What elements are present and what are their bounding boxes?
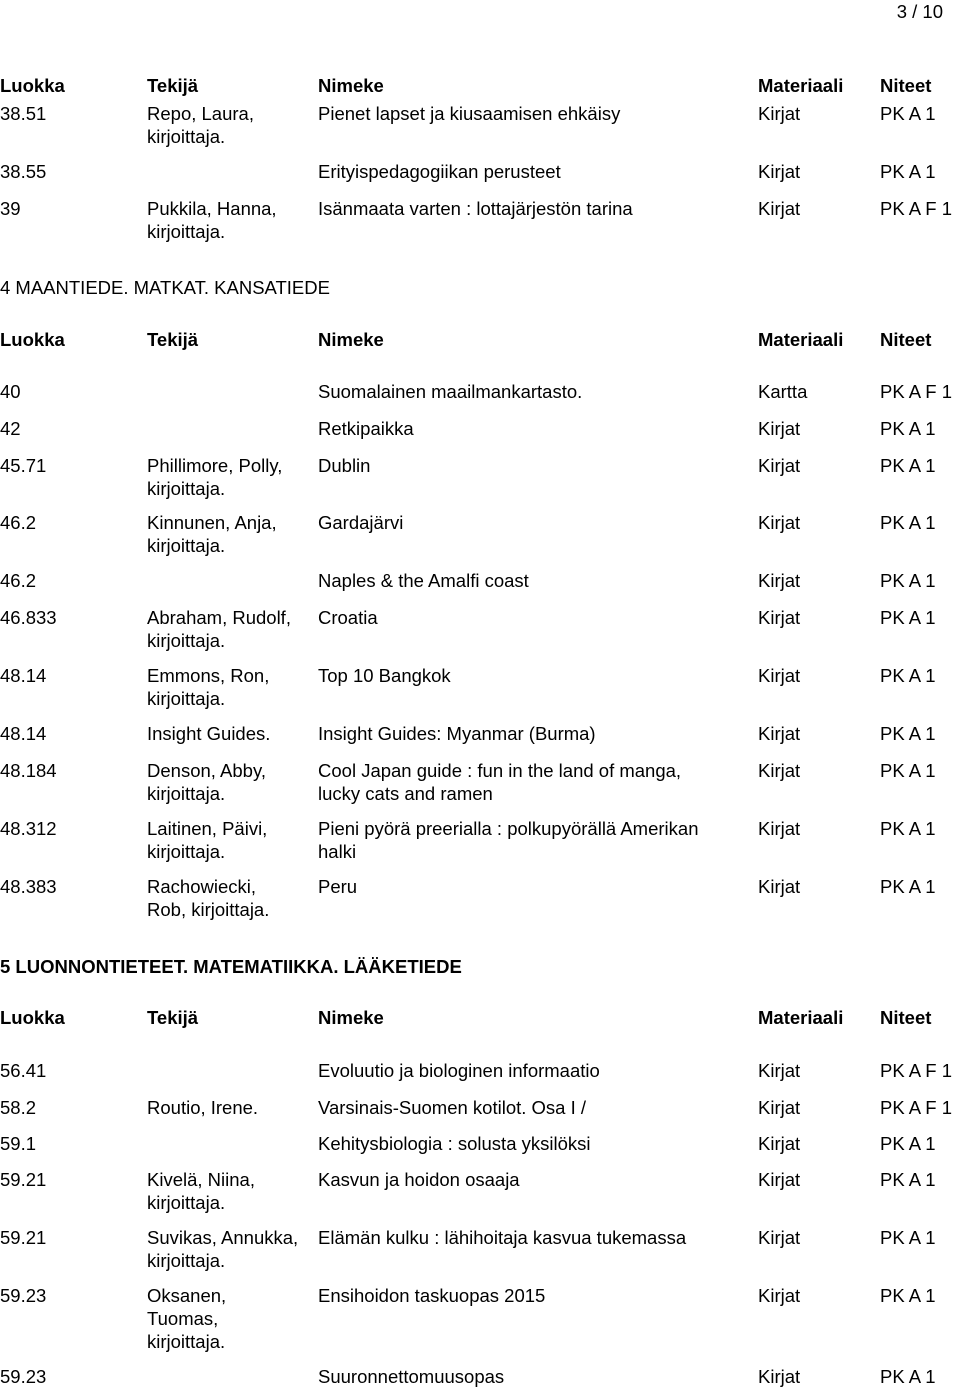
table-row-continuation xyxy=(0,534,960,557)
table-row xyxy=(0,1168,960,1191)
cell-nimeke: Kehitysbiologia : solusta yksilöksi xyxy=(318,1133,591,1154)
cell-niteet: PK A 1 xyxy=(880,665,936,686)
cell-luokka: 59.1 xyxy=(0,1133,37,1154)
cell-materiaali: Kirjat xyxy=(758,570,801,591)
cell-niteet: PK A 1 xyxy=(880,455,936,476)
cell-luokka: 46.2 xyxy=(0,570,37,591)
cell-tekija: Denson, Abby, xyxy=(147,760,266,781)
cell-materiaali: Kirjat xyxy=(758,512,801,533)
table-row xyxy=(0,454,960,477)
table-row-continuation xyxy=(0,629,960,652)
cell-niteet: PK A F 1 xyxy=(880,1097,952,1118)
cell-luokka: 45.71 xyxy=(0,455,47,476)
cell-tekija: kirjoittaja. xyxy=(147,1250,226,1271)
cell-luokka: 58.2 xyxy=(0,1097,37,1118)
cell-luokka: 38.51 xyxy=(0,103,47,124)
table-row-continuation xyxy=(0,687,960,710)
cell-tekija: Kivelä, Niina, xyxy=(147,1169,255,1190)
table-row-continuation xyxy=(0,1249,960,1272)
header-tekija: Tekijä xyxy=(147,329,199,350)
cell-materiaali: Kirjat xyxy=(758,1169,801,1190)
cell-luokka: 48.383 xyxy=(0,876,57,897)
cell-tekija: Emmons, Ron, xyxy=(147,665,270,686)
cell-materiaali: Kirjat xyxy=(758,1285,801,1306)
table-row-continuation xyxy=(0,1307,960,1330)
cell-luokka: 59.21 xyxy=(0,1227,47,1248)
table-row-continuation xyxy=(0,1330,960,1353)
cell-luokka: 59.23 xyxy=(0,1366,47,1387)
cell-niteet: PK A 1 xyxy=(880,760,936,781)
cell-niteet: PK A 1 xyxy=(880,1366,936,1387)
cell-tekija: kirjoittaja. xyxy=(147,535,226,556)
cell-tekija: kirjoittaja. xyxy=(147,688,226,709)
cell-luokka: 59.21 xyxy=(0,1169,47,1190)
cell-materiaali: Kartta xyxy=(758,381,808,402)
cell-tekija: Rob, kirjoittaja. xyxy=(147,899,270,920)
table-row xyxy=(0,1226,960,1249)
header-nimeke: Nimeke xyxy=(318,329,384,350)
cell-tekija: Laitinen, Päivi, xyxy=(147,818,268,839)
header-niteet: Niteet xyxy=(880,75,932,96)
header-luokka: Luokka xyxy=(0,75,65,96)
cell-materiaali: Kirjat xyxy=(758,198,801,219)
cell-niteet: PK A 1 xyxy=(880,607,936,628)
section-title: 4 MAANTIEDE. MATKAT. KANSATIEDE xyxy=(0,277,330,298)
cell-materiaali: Kirjat xyxy=(758,1227,801,1248)
table-row-continuation xyxy=(0,125,960,148)
cell-tekija: Repo, Laura, xyxy=(147,103,254,124)
cell-niteet: PK A 1 xyxy=(880,723,936,744)
cell-materiaali: Kirjat xyxy=(758,1060,801,1081)
cell-tekija: Kinnunen, Anja, xyxy=(147,512,277,533)
header-nimeke: Nimeke xyxy=(318,75,384,96)
cell-niteet: PK A 1 xyxy=(880,570,936,591)
cell-materiaali: Kirjat xyxy=(758,455,801,476)
cell-nimeke: Top 10 Bangkok xyxy=(318,665,451,686)
cell-luokka: 48.14 xyxy=(0,665,47,686)
cell-niteet: PK A 1 xyxy=(880,103,936,124)
cell-materiaali: Kirjat xyxy=(758,760,801,781)
cell-niteet: PK A 1 xyxy=(880,876,936,897)
cell-materiaali: Kirjat xyxy=(758,1097,801,1118)
cell-luokka: 42 xyxy=(0,418,21,439)
page-number: 3 / 10 xyxy=(896,1,943,22)
cell-materiaali: Kirjat xyxy=(758,103,801,124)
header-luokka: Luokka xyxy=(0,1007,65,1028)
cell-tekija: kirjoittaja. xyxy=(147,478,226,499)
cell-nimeke: Suomalainen maailmankartasto. xyxy=(318,381,583,402)
cell-materiaali: Kirjat xyxy=(758,1133,801,1154)
table-row xyxy=(0,380,960,403)
table-row xyxy=(0,1132,960,1155)
table-row xyxy=(0,817,960,840)
cell-tekija: kirjoittaja. xyxy=(147,630,226,651)
cell-nimeke: Pienet lapset ja kiusaamisen ehkäisy xyxy=(318,103,621,124)
table-row xyxy=(0,102,960,125)
cell-niteet: PK A 1 xyxy=(880,1169,936,1190)
cell-niteet: PK A 1 xyxy=(880,512,936,533)
cell-nimeke: lucky cats and ramen xyxy=(318,783,493,804)
cell-nimeke: Croatia xyxy=(318,607,378,628)
cell-tekija: Tuomas, xyxy=(147,1308,219,1329)
table-row xyxy=(0,722,960,745)
cell-tekija: Phillimore, Polly, xyxy=(147,455,283,476)
table-row-continuation xyxy=(0,840,960,863)
cell-nimeke: halki xyxy=(318,841,357,862)
cell-luokka: 59.23 xyxy=(0,1285,47,1306)
cell-nimeke: Erityispedagogiikan perusteet xyxy=(318,161,561,182)
table-row-continuation xyxy=(0,898,960,921)
table-row-continuation xyxy=(0,477,960,500)
cell-luokka: 48.14 xyxy=(0,723,47,744)
cell-materiaali: Kirjat xyxy=(758,418,801,439)
cell-niteet: PK A 1 xyxy=(880,818,936,839)
table-row xyxy=(0,606,960,629)
cell-nimeke: Ensihoidon taskuopas 2015 xyxy=(318,1285,546,1306)
header-materiaali: Materiaali xyxy=(758,1007,844,1028)
table-row xyxy=(0,417,960,440)
cell-nimeke: Isänmaata varten : lottajärjestön tarina xyxy=(318,198,633,219)
cell-luokka: 46.833 xyxy=(0,607,57,628)
cell-niteet: PK A F 1 xyxy=(880,198,952,219)
cell-tekija: Suvikas, Annukka, xyxy=(147,1227,299,1248)
header-tekija: Tekijä xyxy=(147,75,199,96)
table-row-continuation xyxy=(0,782,960,805)
cell-nimeke: Insight Guides: Myanmar (Burma) xyxy=(318,723,596,744)
section-title: 5 LUONNONTIETEET. MATEMATIIKKA. LÄÄKETIEDE xyxy=(0,956,462,977)
cell-nimeke: Cool Japan guide : fun in the land of manga, xyxy=(318,760,682,781)
cell-tekija: Rachowiecki, xyxy=(147,876,256,897)
cell-niteet: PK A F 1 xyxy=(880,1060,952,1081)
cell-nimeke: Pieni pyörä preerialla : polkupyörällä Amerikan xyxy=(318,818,699,839)
cell-niteet: PK A 1 xyxy=(880,1133,936,1154)
cell-materiaali: Kirjat xyxy=(758,723,801,744)
table-row xyxy=(0,759,960,782)
cell-tekija: Oksanen, xyxy=(147,1285,227,1306)
header-materiaali: Materiaali xyxy=(758,75,844,96)
table-row-continuation xyxy=(0,220,960,243)
cell-luokka: 46.2 xyxy=(0,512,37,533)
cell-tekija: kirjoittaja. xyxy=(147,841,226,862)
cell-luokka: 40 xyxy=(0,381,21,402)
table-row xyxy=(0,664,960,687)
table-row xyxy=(0,1365,960,1388)
cell-nimeke: Peru xyxy=(318,876,358,897)
cell-tekija: kirjoittaja. xyxy=(147,126,226,147)
cell-materiaali: Kirjat xyxy=(758,876,801,897)
cell-nimeke: Kasvun ja hoidon osaaja xyxy=(318,1169,520,1190)
cell-tekija: Routio, Irene. xyxy=(147,1097,259,1118)
header-niteet: Niteet xyxy=(880,329,932,350)
cell-nimeke: Elämän kulku : lähihoitaja kasvua tukemassa xyxy=(318,1227,687,1248)
cell-materiaali: Kirjat xyxy=(758,1366,801,1387)
cell-niteet: PK A 1 xyxy=(880,1285,936,1306)
table-header xyxy=(0,1006,960,1029)
cell-tekija: kirjoittaja. xyxy=(147,221,226,242)
header-tekija: Tekijä xyxy=(147,1007,199,1028)
cell-tekija: Insight Guides. xyxy=(147,723,271,744)
table-row xyxy=(0,569,960,592)
header-nimeke: Nimeke xyxy=(318,1007,384,1028)
header-luokka: Luokka xyxy=(0,329,65,350)
cell-nimeke: Gardajärvi xyxy=(318,512,404,533)
cell-nimeke: Dublin xyxy=(318,455,371,476)
cell-tekija: Pukkila, Hanna, xyxy=(147,198,277,219)
cell-nimeke: Naples & the Amalfi coast xyxy=(318,570,529,591)
cell-nimeke: Varsinais-Suomen kotilot. Osa I / xyxy=(318,1097,587,1118)
cell-luokka: 48.184 xyxy=(0,760,57,781)
cell-niteet: PK A 1 xyxy=(880,161,936,182)
table-row xyxy=(0,875,960,898)
cell-niteet: PK A 1 xyxy=(880,1227,936,1248)
cell-tekija: kirjoittaja. xyxy=(147,1331,226,1352)
cell-tekija: Abraham, Rudolf, xyxy=(147,607,291,628)
table-row xyxy=(0,1096,960,1119)
table-row xyxy=(0,1059,960,1082)
table-row-continuation xyxy=(0,1191,960,1214)
table-row xyxy=(0,1284,960,1307)
table-header xyxy=(0,74,960,97)
cell-nimeke: Retkipaikka xyxy=(318,418,414,439)
cell-materiaali: Kirjat xyxy=(758,665,801,686)
cell-luokka: 39 xyxy=(0,198,21,219)
cell-luokka: 38.55 xyxy=(0,161,47,182)
cell-tekija: kirjoittaja. xyxy=(147,1192,226,1213)
cell-niteet: PK A F 1 xyxy=(880,381,952,402)
cell-luokka: 48.312 xyxy=(0,818,57,839)
cell-tekija: kirjoittaja. xyxy=(147,783,226,804)
header-materiaali: Materiaali xyxy=(758,329,844,350)
table-row xyxy=(0,511,960,534)
header-niteet: Niteet xyxy=(880,1007,932,1028)
cell-luokka: 56.41 xyxy=(0,1060,47,1081)
table-row xyxy=(0,197,960,220)
table-header xyxy=(0,328,960,351)
table-row xyxy=(0,160,960,183)
cell-niteet: PK A 1 xyxy=(880,418,936,439)
cell-materiaali: Kirjat xyxy=(758,607,801,628)
cell-nimeke: Suuronnettomuusopas xyxy=(318,1366,505,1387)
cell-nimeke: Evoluutio ja biologinen informaatio xyxy=(318,1060,600,1081)
cell-materiaali: Kirjat xyxy=(758,161,801,182)
cell-materiaali: Kirjat xyxy=(758,818,801,839)
